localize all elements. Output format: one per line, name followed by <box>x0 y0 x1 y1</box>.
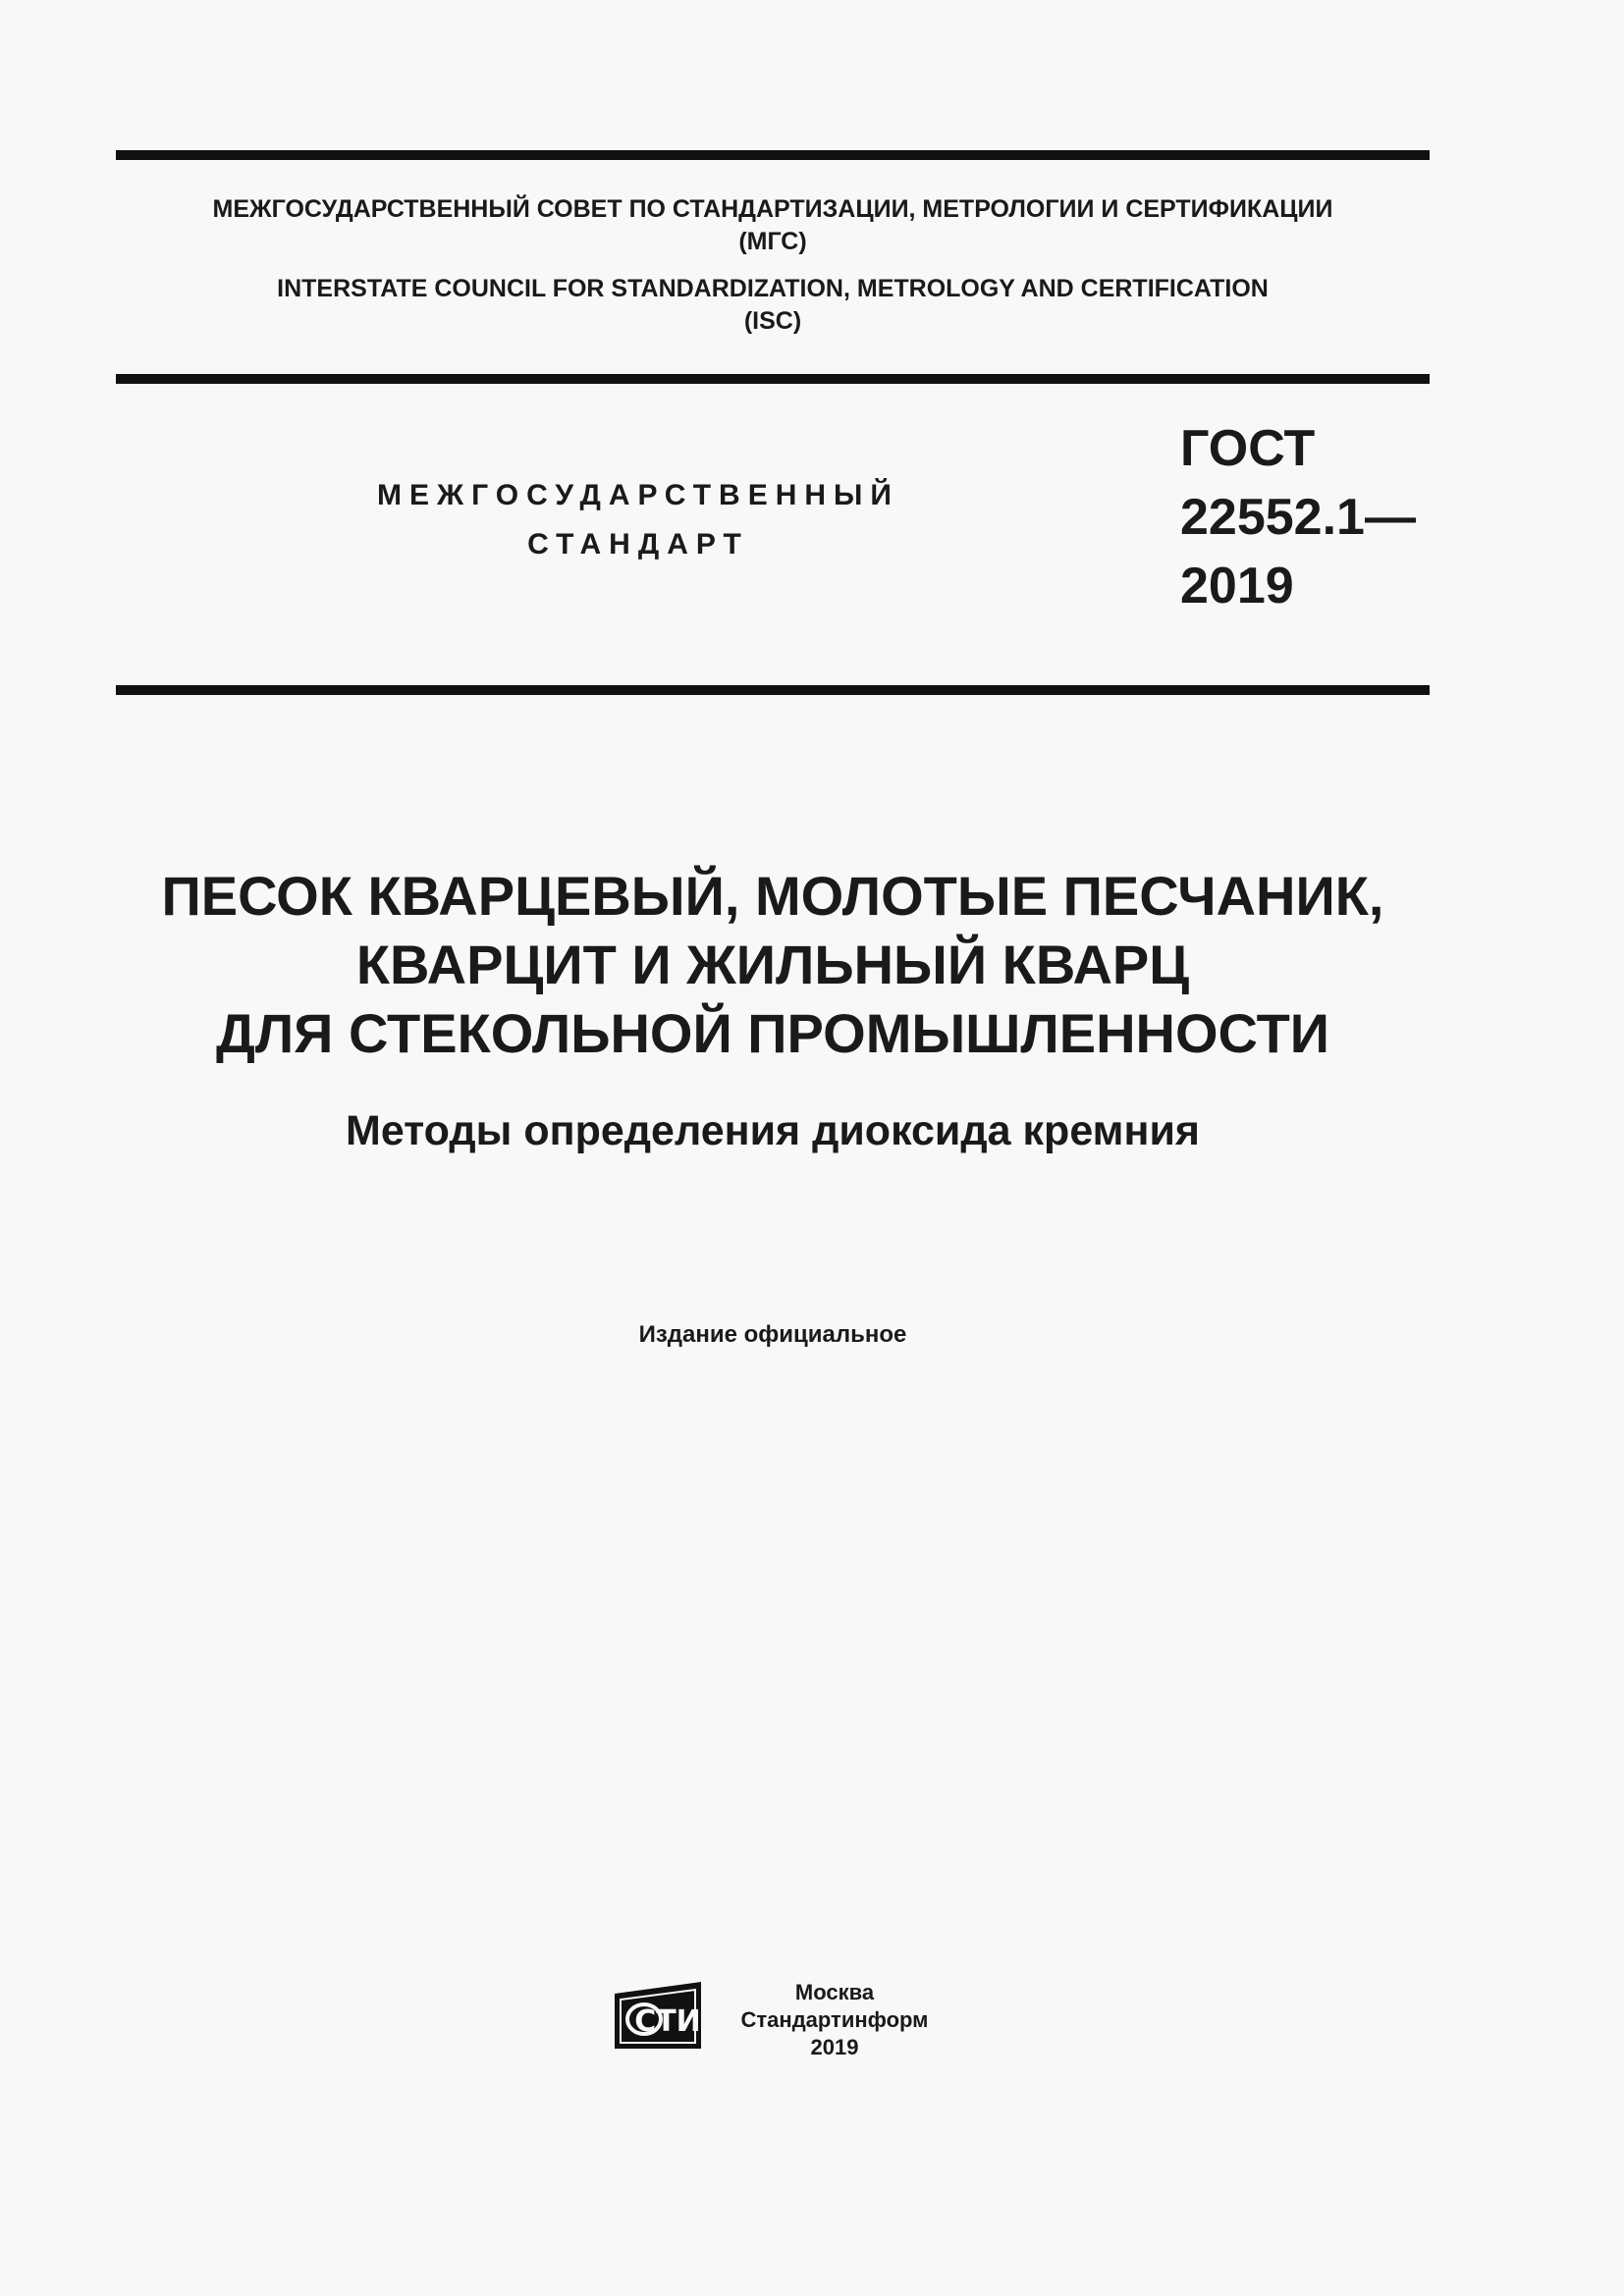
council-name-en-line1: INTERSTATE COUNCIL FOR STANDARDIZATION, METROLOGY AND CERTIFICATION <box>277 275 1269 302</box>
council-name-ru-line1: МЕЖГОСУДАРСТВЕННЫЙ СОВЕТ ПО СТАНДАРТИЗАЦИИ, МЕТРОЛОГИИ И СЕРТИФИКАЦИИ <box>212 195 1333 223</box>
standard-kind-line1: МЕЖГОСУДАРСТВЕННЫЙ <box>377 479 899 511</box>
standard-kind <box>295 471 982 569</box>
publisher-city: Москва <box>794 1980 875 2004</box>
title-line1: ПЕСОК КВАРЦЕВЫЙ, МОЛОТЫЕ ПЕСЧАНИК, <box>161 865 1384 927</box>
publisher-logo-text: СТИ <box>634 2004 701 2039</box>
council-name-en <box>116 273 1430 338</box>
designation-line3: 2019 <box>1180 558 1294 614</box>
publisher-block <box>717 1979 952 2061</box>
council-abbr-ru: (МГС) <box>738 228 807 255</box>
bottom-rule <box>116 685 1430 695</box>
designation-line2: 22552.1— <box>1180 489 1416 546</box>
publisher-logo-icon <box>611 1980 705 2051</box>
top-rule <box>116 150 1430 160</box>
middle-rule <box>116 374 1430 384</box>
designation-line1: ГОСТ <box>1180 420 1316 477</box>
title-line2: КВАРЦИТ И ЖИЛЬНЫЙ КВАРЦ <box>355 934 1190 995</box>
standard-kind-line2: СТАНДАРТ <box>527 528 749 561</box>
document-title <box>116 862 1430 1068</box>
standard-designation <box>1180 414 1416 620</box>
title-line3: ДЛЯ СТЕКОЛЬНОЙ ПРОМЫШЛЕННОСТИ <box>215 1002 1330 1064</box>
publisher-name: Стандартинформ <box>740 2007 929 2032</box>
publisher-year: 2019 <box>810 2035 859 2059</box>
edition-label: Издание официальное <box>638 1321 907 1348</box>
council-abbr-en: (ISC) <box>743 307 802 335</box>
council-name-ru <box>116 193 1430 258</box>
document-subtitle: Методы определения диоксида кремния <box>346 1107 1200 1154</box>
